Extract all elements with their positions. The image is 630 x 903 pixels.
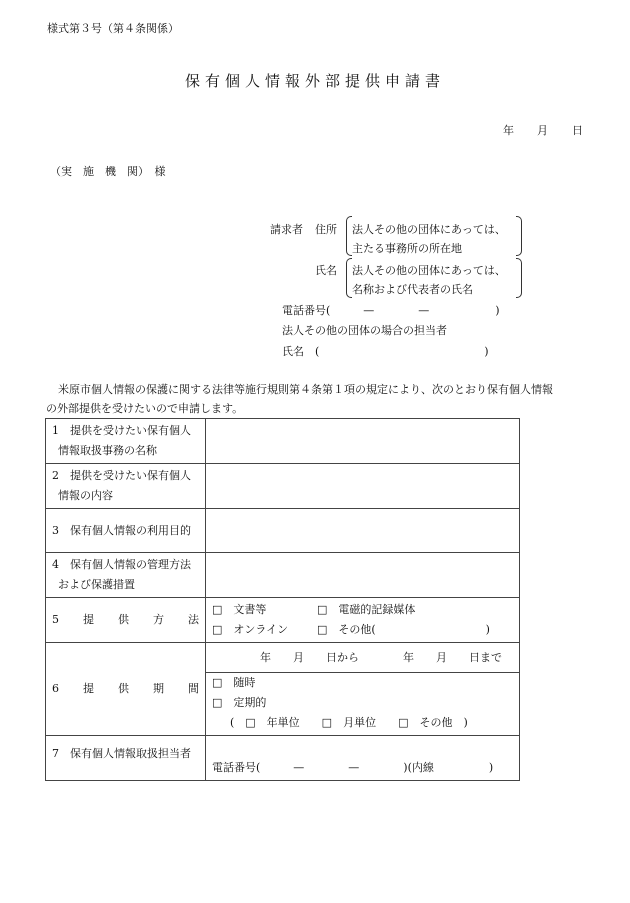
addressee: （実 施 機 関） 様 [50, 165, 166, 178]
option-periodic-checkbox[interactable]: □ 定期的 [212, 696, 267, 709]
option-other-checkbox[interactable]: □ その他( ) [317, 623, 490, 636]
option-online-checkbox[interactable]: □ オンライン [212, 623, 289, 636]
table-row: 6 提 供 期 間 年 月 日から 年 月 日まで □ 随時 □ 定期的 ( □ 年単位 □ 月単位 □ その他 ) [46, 643, 520, 736]
name-label: 氏名 [315, 264, 337, 277]
name-note: 法人その他の団体にあっては、 [352, 264, 506, 277]
table-row: 3 保有個人情報の利用目的 [46, 509, 520, 553]
name-note: 名称および代表者の氏名 [352, 283, 473, 296]
form-title: 保有個人情報外部提供申請書 [185, 72, 446, 90]
table-row: 7 保有個人情報取扱担当者 電話番号( — — )(内線 ) [46, 736, 520, 781]
address-label: 住所 [315, 223, 337, 236]
application-table [45, 418, 520, 781]
form-number: 様式第３号（第４条関係） [47, 22, 179, 35]
table-row: 5 提 供 方 法 □ 文書等 □ 電磁的記録媒体 □ オンライン □ その他( ) [46, 598, 520, 643]
periodic-unit-options[interactable]: ( □ 年単位 □ 月単位 □ その他 ) [230, 716, 468, 729]
table-row: 1 提供を受けたい保有個人 情報取扱事務の名称 [46, 419, 520, 464]
contact-phone-field: 電話番号( — — )(内線 ) [212, 761, 494, 774]
option-anytime-checkbox[interactable]: □ 随時 [212, 676, 256, 689]
table-row: 2 提供を受けたい保有個人 情報の内容 [46, 464, 520, 509]
phone-field: 電話番号( — — ) [282, 304, 500, 317]
requester-label: 請求者 [270, 223, 303, 236]
intro-text: 米原市個人情報の保護に関する法律等施行規則第４条第１項の規定により、次のとおり保有個人情報 [58, 383, 553, 396]
intro-text: の外部提供を受けたいので申請します。 [46, 402, 244, 415]
date-day: 日 [572, 124, 583, 137]
contact-heading: 法人その他の団体の場合の担当者 [282, 324, 447, 337]
contact-name-field: 氏名 ( ) [282, 345, 489, 358]
period-range: 年 月 日から 年 月 日まで [260, 651, 502, 664]
option-document-checkbox[interactable]: □ 文書等 [212, 603, 267, 616]
address-note: 主たる事務所の所在地 [352, 242, 462, 255]
address-note: 法人その他の団体にあっては、 [352, 223, 506, 236]
table-row: 4 保有個人情報の管理方法 および保護措置 [46, 553, 520, 598]
date-month: 月 [537, 124, 548, 137]
date-year: 年 [503, 124, 514, 137]
option-electronic-checkbox[interactable]: □ 電磁的記録媒体 [317, 603, 416, 616]
